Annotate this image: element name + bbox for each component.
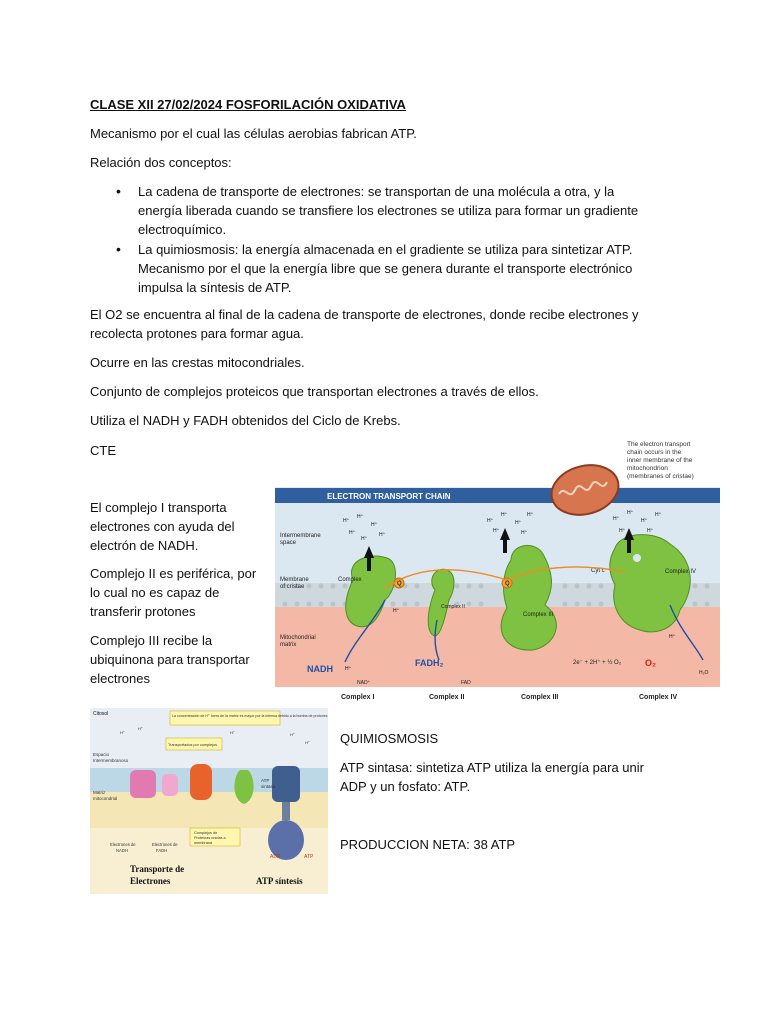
svg-text:H⁺: H⁺: [627, 510, 634, 516]
svg-text:Electrones de NADH: Electrones de NADH: [110, 842, 136, 853]
svg-text:H⁺: H⁺: [290, 732, 295, 737]
svg-text:H⁺: H⁺: [493, 528, 500, 534]
paragraph-crestas: Ocurre en las crestas mitocondriales.: [90, 355, 305, 370]
electrones-fadh-label: Electrones de: [152, 842, 178, 847]
paragraph-definition: Mecanismo por el cual las células aerobias fabrican ATP.: [90, 126, 417, 141]
complex-orange-shape: [190, 764, 212, 800]
fadh2-label: FADH₂: [415, 658, 444, 668]
chemiosmosis-figure: [90, 708, 328, 894]
svg-text:H⁺: H⁺: [641, 518, 648, 524]
svg-text:H⁺: H⁺: [613, 516, 620, 522]
figure-header: ELECTRON TRANSPORT CHAIN: [327, 492, 451, 501]
note-mid: Transportados por complejos: [168, 743, 218, 747]
complex-2-inner-label: Complex II: [441, 604, 465, 610]
heading-quimiosmosis: QUIMIOSMOSIS: [340, 731, 439, 746]
nadh-label: NADH: [307, 664, 333, 674]
svg-text:H⁺: H⁺: [655, 512, 662, 518]
matrix-label: Mitochondrial: [280, 635, 316, 641]
svg-text:Electrones de FADH: Electrones de FADH: [152, 842, 178, 853]
complex-4-label: Complex IV: [639, 694, 678, 701]
svg-text:H⁺: H⁺: [393, 608, 400, 614]
oxygen-label: O₂: [645, 658, 656, 668]
atp-sintasa-label: ATP: [261, 778, 270, 783]
svg-text:H⁺: H⁺: [361, 536, 368, 542]
cytc-label: Cyt c: [591, 568, 605, 574]
paragraph-atp-sintasa: ATP sintasa: sintetiza ATP utiliza la energía para unir ADP y un fosfato: ATP.: [340, 760, 644, 794]
complex-1-label: Complex I: [341, 694, 375, 701]
svg-text:H⁺: H⁺: [487, 518, 494, 524]
svg-text:H⁺: H⁺: [521, 530, 528, 536]
matrix-label-2: matrix: [280, 642, 297, 648]
adp-label: ADP: [270, 854, 281, 860]
transporte-label: Transporte de Electrones: [130, 864, 185, 886]
document-title: CLASE XII 27/02/2024 FOSFORILACIÓN OXIDATIVA: [90, 97, 406, 112]
ubiquinone-label: Q: [397, 581, 402, 587]
svg-text:ATP sintasa: ATP sintasa: [261, 778, 276, 789]
complejos-label: Complejos de Proteínas unidas a membrana: [194, 831, 226, 845]
intermembrane-label: Intermembrane: [280, 533, 321, 539]
svg-text:H⁺: H⁺: [371, 522, 378, 528]
svg-text:H⁺: H⁺: [349, 530, 356, 536]
svg-text:H⁺: H⁺: [379, 532, 386, 538]
paragraph-o2: El O2 se encuentra al final de la cadena de transporte de electrones, donde recibe electrones y recolecta protones para formar agua.: [90, 307, 639, 341]
intermembrane-label-2: space: [280, 540, 297, 546]
note-top: La concentración de H⁺ fuera de la matriz es mayor por la intensa debido a la bomba de protones: [172, 714, 328, 718]
atp-label: ATP: [304, 854, 314, 860]
fad-label: FAD: [461, 680, 471, 686]
svg-text:H⁺: H⁺: [343, 518, 350, 524]
paragraph-cte: CTE: [90, 443, 116, 458]
membrane-label: Membrane: [280, 577, 309, 583]
svg-text:Espacio Intermembranoso: Espacio Intermembranoso: [93, 752, 129, 763]
figure-caption: The electron transport chain occurs in the inner membrane of the mitochondrion (membranes of cristae): [627, 441, 694, 480]
svg-text:H⁺: H⁺: [515, 520, 522, 526]
paragraph-nadh-fadh: Utiliza el NADH y FADH obtenidos del Ciclo de Krebs.: [90, 413, 401, 428]
list-item: • La cadena de transporte de electrones: se transportan de una molécula a otra, y la energía liberada cuando se transfiere los electrones se utiliza para formar un gradiente electroquímico.: [90, 182, 660, 239]
concept-list: [90, 182, 660, 298]
water-equation-label: 2e⁻ + 2H⁺ + ½ O₂: [573, 660, 622, 666]
ubiquinone-label-2: Q: [505, 581, 510, 587]
paragraph-complex-2: Complejo II es periférica, por lo cual no es capaz de transferir protones: [90, 566, 257, 619]
matriz-label: Matriz: [93, 790, 106, 795]
svg-text:H⁺: H⁺: [120, 730, 125, 735]
paragraph-complex-3: Complejo III recibe la ubiquinona para transportar electrones: [90, 633, 250, 686]
atp-sintesis-label: ATP síntesis: [256, 876, 303, 886]
paragraph-complejos: Conjunto de complejos proteicos que transportan electrones a través de ellos.: [90, 384, 539, 399]
svg-text:H⁺: H⁺: [230, 730, 235, 735]
paragraph-produccion-neta: PRODUCCION NETA: 38 ATP: [340, 837, 516, 852]
complex-3-inner-label: Complex III: [523, 612, 554, 618]
paragraph-relation: Relación dos conceptos:: [90, 155, 232, 170]
electrones-nadh-label: Electrones de: [110, 842, 136, 847]
paragraph-complex-1: El complejo I transporta electrones con ayuda del electrón de NADH.: [90, 500, 235, 553]
complex-2-label: Complex II: [429, 694, 465, 701]
svg-text:H⁺: H⁺: [647, 528, 654, 534]
svg-text:H⁺: H⁺: [501, 512, 508, 518]
electron-transport-chain-figure: [275, 440, 720, 705]
svg-text:H⁺: H⁺: [527, 512, 534, 518]
svg-text:H⁺: H⁺: [345, 666, 352, 672]
complex-4-inner-label: Complex IV: [665, 569, 697, 575]
svg-text:H⁺: H⁺: [138, 726, 143, 731]
svg-text:H⁺: H⁺: [305, 740, 310, 745]
complex-3-label: Complex III: [521, 694, 559, 701]
svg-text:H⁺: H⁺: [619, 528, 626, 534]
complex-1-inner-label: Complex: [338, 577, 362, 583]
svg-text:H⁺: H⁺: [357, 514, 364, 520]
svg-text:Matriz mitocondrial: Matriz mitocondrial: [93, 790, 118, 801]
cytosol-label: Citosol: [93, 711, 109, 717]
atp-synthase-top: [272, 766, 300, 802]
complex-pink-shape: [130, 770, 156, 798]
membrane-label-2: of cristae: [280, 584, 305, 590]
espacio-label: Espacio: [93, 752, 110, 757]
nad-label: NAD⁺: [357, 680, 371, 686]
svg-text:H⁺: H⁺: [669, 634, 676, 640]
water-label: H₂O: [699, 670, 709, 676]
list-item: • La quimiosmosis: la energía almacenada en el gradiente se utiliza para sintetizar ATP. Mecanismo por el que la energía libre que se genera durante el transporte electrónico impulsa la síntesis de ATP.: [90, 240, 660, 297]
